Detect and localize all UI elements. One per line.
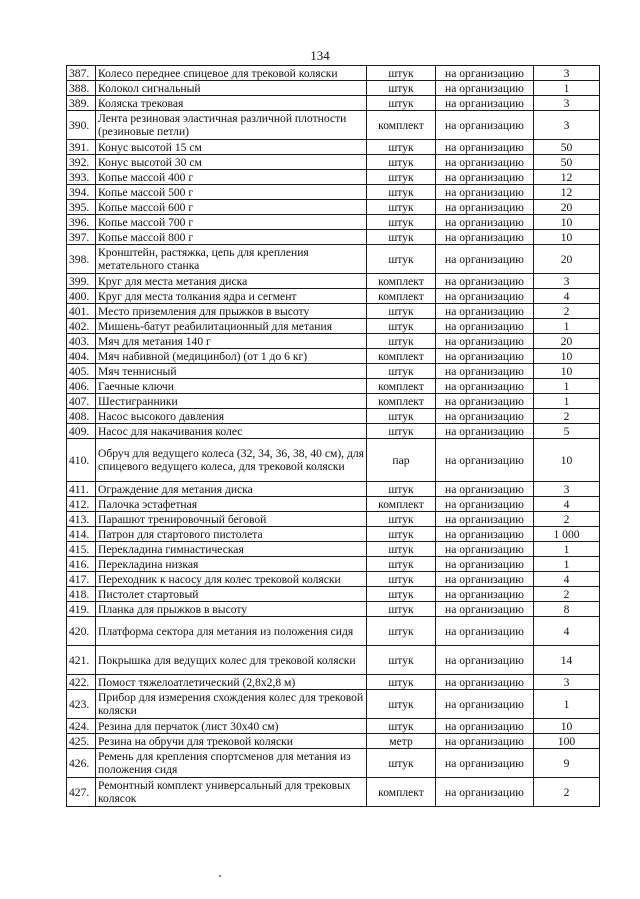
- quantity: 20: [534, 245, 600, 274]
- allocation: на организацию: [436, 334, 534, 349]
- quantity: 14: [534, 646, 600, 675]
- quantity: 2: [534, 587, 600, 602]
- table-row: [67, 690, 600, 719]
- row-number: 389.: [67, 96, 96, 111]
- unit-of-measure: штук: [367, 140, 436, 155]
- allocation: на организацию: [436, 587, 534, 602]
- quantity: 3: [534, 675, 600, 690]
- item-name: Копье массой 400 г: [96, 170, 367, 185]
- quantity: 20: [534, 334, 600, 349]
- table-row: [67, 334, 600, 349]
- unit-of-measure: штук: [367, 557, 436, 572]
- item-name: Круг для места метания диска: [96, 274, 367, 289]
- table-row: [67, 572, 600, 587]
- item-name: Копье массой 500 г: [96, 185, 367, 200]
- quantity: 2: [534, 409, 600, 424]
- item-name: Помост тяжелоатлетический (2,8x2,8 м): [96, 675, 367, 690]
- table-row: [67, 111, 600, 140]
- table-row: [67, 200, 600, 215]
- allocation: на организацию: [436, 497, 534, 512]
- unit-of-measure: штук: [367, 304, 436, 319]
- quantity: 10: [534, 719, 600, 734]
- quantity: 4: [534, 572, 600, 587]
- unit-of-measure: штук: [367, 81, 436, 96]
- allocation: на организацию: [436, 364, 534, 379]
- unit-of-measure: метр: [367, 734, 436, 749]
- row-number: 408.: [67, 409, 96, 424]
- unit-of-measure: штук: [367, 364, 436, 379]
- row-number: 423.: [67, 690, 96, 719]
- unit-of-measure: комплект: [367, 394, 436, 409]
- allocation: на организацию: [436, 675, 534, 690]
- unit-of-measure: штук: [367, 96, 436, 111]
- unit-of-measure: штук: [367, 230, 436, 245]
- unit-of-measure: комплект: [367, 289, 436, 304]
- row-number: 420.: [67, 617, 96, 646]
- unit-of-measure: штук: [367, 215, 436, 230]
- page-number: 134: [310, 48, 330, 63]
- allocation: на организацию: [436, 245, 534, 274]
- quantity: 4: [534, 289, 600, 304]
- unit-of-measure: штук: [367, 542, 436, 557]
- item-name: Лента резиновая эластичная различной плотности (резиновые петли): [96, 111, 367, 140]
- item-name: Парашют тренировочный беговой: [96, 512, 367, 527]
- row-number: 407.: [67, 394, 96, 409]
- table-row: [67, 675, 600, 690]
- item-name: Патрон для стартового пистолета: [96, 527, 367, 542]
- quantity: 12: [534, 170, 600, 185]
- quantity: 3: [534, 274, 600, 289]
- table-row: [67, 512, 600, 527]
- row-number: 394.: [67, 185, 96, 200]
- item-name: Копье массой 600 г: [96, 200, 367, 215]
- item-name: Планка для прыжков в высоту: [96, 602, 367, 617]
- unit-of-measure: штук: [367, 245, 436, 274]
- quantity: 1: [534, 690, 600, 719]
- unit-of-measure: штук: [367, 617, 436, 646]
- table-row: [67, 304, 600, 319]
- allocation: на организацию: [436, 200, 534, 215]
- quantity: 1: [534, 379, 600, 394]
- table-row: [67, 527, 600, 542]
- item-name: Мяч теннисный: [96, 364, 367, 379]
- item-name: Прибор для измерения схождения колес для трековой коляски: [96, 690, 367, 719]
- allocation: на организацию: [436, 602, 534, 617]
- quantity: 3: [534, 96, 600, 111]
- table-body: [67, 66, 600, 807]
- unit-of-measure: штук: [367, 155, 436, 170]
- table-row: [67, 66, 600, 81]
- item-name: Копье массой 700 г: [96, 215, 367, 230]
- quantity: 10: [534, 215, 600, 230]
- table-row: [67, 230, 600, 245]
- quantity: 5: [534, 424, 600, 439]
- unit-of-measure: комплект: [367, 111, 436, 140]
- table-row: [67, 557, 600, 572]
- unit-of-measure: штук: [367, 185, 436, 200]
- allocation: на организацию: [436, 319, 534, 334]
- row-number: 393.: [67, 170, 96, 185]
- item-name: Ремень для крепления спортсменов для метания из положения сидя: [96, 749, 367, 778]
- row-number: 410.: [67, 439, 96, 482]
- allocation: на организацию: [436, 170, 534, 185]
- table-row: [67, 215, 600, 230]
- row-number: 403.: [67, 334, 96, 349]
- unit-of-measure: штук: [367, 512, 436, 527]
- unit-of-measure: штук: [367, 572, 436, 587]
- row-number: 405.: [67, 364, 96, 379]
- unit-of-measure: штук: [367, 170, 436, 185]
- unit-of-measure: штук: [367, 602, 436, 617]
- item-name: Резина для перчаток (лист 30x40 см): [96, 719, 367, 734]
- allocation: на организацию: [436, 230, 534, 245]
- quantity: 1: [534, 81, 600, 96]
- quantity: 10: [534, 364, 600, 379]
- item-name: Ремонтный комплект универсальный для трековых колясок: [96, 778, 367, 807]
- row-number: 413.: [67, 512, 96, 527]
- row-number: 426.: [67, 749, 96, 778]
- allocation: на организацию: [436, 646, 534, 675]
- row-number: 425.: [67, 734, 96, 749]
- quantity: 4: [534, 617, 600, 646]
- item-name: Кронштейн, растяжка, цепь для крепления метательного станка: [96, 245, 367, 274]
- allocation: на организацию: [436, 734, 534, 749]
- item-name: Платформа сектора для метания из положения сидя: [96, 617, 367, 646]
- table-row: [67, 719, 600, 734]
- table-row: [67, 424, 600, 439]
- row-number: 415.: [67, 542, 96, 557]
- row-number: 427.: [67, 778, 96, 807]
- allocation: на организацию: [436, 690, 534, 719]
- table-row: [67, 482, 600, 497]
- row-number: 414.: [67, 527, 96, 542]
- quantity: 3: [534, 482, 600, 497]
- allocation: на организацию: [436, 778, 534, 807]
- table-row: [67, 617, 600, 646]
- quantity: 2: [534, 512, 600, 527]
- item-name: Палочка эстафетная: [96, 497, 367, 512]
- row-number: 401.: [67, 304, 96, 319]
- row-number: 417.: [67, 572, 96, 587]
- row-number: 392.: [67, 155, 96, 170]
- item-name: Перекладина низкая: [96, 557, 367, 572]
- table-row: [67, 394, 600, 409]
- unit-of-measure: штук: [367, 319, 436, 334]
- table-row: [67, 364, 600, 379]
- allocation: на организацию: [436, 66, 534, 81]
- table-row: [67, 96, 600, 111]
- allocation: на организацию: [436, 289, 534, 304]
- row-number: 404.: [67, 349, 96, 364]
- quantity: 2: [534, 778, 600, 807]
- quantity: 9: [534, 749, 600, 778]
- row-number: 395.: [67, 200, 96, 215]
- item-name: Колокол сигнальный: [96, 81, 367, 96]
- item-name: Резина на обручи для трековой коляски: [96, 734, 367, 749]
- quantity: 8: [534, 602, 600, 617]
- quantity: 2: [534, 304, 600, 319]
- equipment-table: [66, 65, 600, 807]
- item-name: Покрышка для ведущих колес для трековой коляски: [96, 646, 367, 675]
- allocation: на организацию: [436, 274, 534, 289]
- item-name: Мишень-батут реабилитационный для метания: [96, 319, 367, 334]
- unit-of-measure: штук: [367, 200, 436, 215]
- row-number: 419.: [67, 602, 96, 617]
- quantity: 12: [534, 185, 600, 200]
- item-name: Круг для места толкания ядра и сегмент: [96, 289, 367, 304]
- item-name: Колесо переднее спицевое для трековой коляски: [96, 66, 367, 81]
- quantity: 10: [534, 349, 600, 364]
- allocation: на организацию: [436, 140, 534, 155]
- table-row: [67, 245, 600, 274]
- table-row: [67, 646, 600, 675]
- row-number: 406.: [67, 379, 96, 394]
- table-row: [67, 778, 600, 807]
- allocation: на организацию: [436, 409, 534, 424]
- allocation: на организацию: [436, 617, 534, 646]
- allocation: на организацию: [436, 482, 534, 497]
- row-number: 421.: [67, 646, 96, 675]
- allocation: на организацию: [436, 542, 534, 557]
- row-number: 409.: [67, 424, 96, 439]
- allocation: на организацию: [436, 349, 534, 364]
- unit-of-measure: комплект: [367, 497, 436, 512]
- row-number: 388.: [67, 81, 96, 96]
- table-row: [67, 81, 600, 96]
- table-row: [67, 170, 600, 185]
- item-name: Ограждение для метания диска: [96, 482, 367, 497]
- quantity: 50: [534, 155, 600, 170]
- table-row: [67, 542, 600, 557]
- quantity: 1 000: [534, 527, 600, 542]
- item-name: Место приземления для прыжков в высоту: [96, 304, 367, 319]
- unit-of-measure: штук: [367, 675, 436, 690]
- quantity: 3: [534, 66, 600, 81]
- unit-of-measure: штук: [367, 334, 436, 349]
- table-row: [67, 155, 600, 170]
- item-name: Мяч набивной (медицинбол) (от 1 до 6 кг): [96, 349, 367, 364]
- item-name: Насос высокого давления: [96, 409, 367, 424]
- table-row: [67, 734, 600, 749]
- allocation: на организацию: [436, 304, 534, 319]
- quantity: 10: [534, 230, 600, 245]
- quantity: 4: [534, 497, 600, 512]
- item-name: Шестигранники: [96, 394, 367, 409]
- unit-of-measure: комплект: [367, 778, 436, 807]
- allocation: на организацию: [436, 527, 534, 542]
- unit-of-measure: штук: [367, 719, 436, 734]
- row-number: 390.: [67, 111, 96, 140]
- table-row: [67, 602, 600, 617]
- row-number: 424.: [67, 719, 96, 734]
- row-number: 397.: [67, 230, 96, 245]
- item-name: Перекладина гимнастическая: [96, 542, 367, 557]
- quantity: 1: [534, 394, 600, 409]
- table-row: [67, 319, 600, 334]
- row-number: 398.: [67, 245, 96, 274]
- row-number: 422.: [67, 675, 96, 690]
- allocation: на организацию: [436, 572, 534, 587]
- item-name: Переходник к насосу для колес трековой коляски: [96, 572, 367, 587]
- allocation: на организацию: [436, 185, 534, 200]
- item-name: Насос для накачивания колес: [96, 424, 367, 439]
- allocation: на организацию: [436, 424, 534, 439]
- quantity: 20: [534, 200, 600, 215]
- allocation: на организацию: [436, 557, 534, 572]
- row-number: 399.: [67, 274, 96, 289]
- quantity: 1: [534, 319, 600, 334]
- unit-of-measure: комплект: [367, 274, 436, 289]
- quantity: 3: [534, 111, 600, 140]
- item-name: Конус высотой 15 см: [96, 140, 367, 155]
- table-row: [67, 439, 600, 482]
- table-row: [67, 274, 600, 289]
- table-row: [67, 379, 600, 394]
- unit-of-measure: штук: [367, 749, 436, 778]
- item-name: Коляска трековая: [96, 96, 367, 111]
- unit-of-measure: штук: [367, 587, 436, 602]
- item-name: Пистолет стартовый: [96, 587, 367, 602]
- row-number: 402.: [67, 319, 96, 334]
- table-row: [67, 185, 600, 200]
- allocation: на организацию: [436, 394, 534, 409]
- scan-speck: [219, 875, 221, 877]
- allocation: на организацию: [436, 512, 534, 527]
- unit-of-measure: штук: [367, 482, 436, 497]
- allocation: на организацию: [436, 111, 534, 140]
- row-number: 411.: [67, 482, 96, 497]
- row-number: 400.: [67, 289, 96, 304]
- item-name: Мяч для метания 140 г: [96, 334, 367, 349]
- item-name: Конус высотой 30 см: [96, 155, 367, 170]
- row-number: 412.: [67, 497, 96, 512]
- quantity: 1: [534, 557, 600, 572]
- item-name: Копье массой 800 г: [96, 230, 367, 245]
- unit-of-measure: штук: [367, 409, 436, 424]
- allocation: на организацию: [436, 439, 534, 482]
- allocation: на организацию: [436, 749, 534, 778]
- table-row: [67, 409, 600, 424]
- allocation: на организацию: [436, 155, 534, 170]
- allocation: на организацию: [436, 215, 534, 230]
- table-row: [67, 289, 600, 304]
- row-number: 418.: [67, 587, 96, 602]
- unit-of-measure: штук: [367, 646, 436, 675]
- allocation: на организацию: [436, 379, 534, 394]
- row-number: 391.: [67, 140, 96, 155]
- allocation: на организацию: [436, 96, 534, 111]
- row-number: 416.: [67, 557, 96, 572]
- unit-of-measure: комплект: [367, 349, 436, 364]
- unit-of-measure: штук: [367, 690, 436, 719]
- table-row: [67, 749, 600, 778]
- item-name: Обруч для ведущего колеса (32, 34, 36, 38, 40 см), для спицевого ведущего колеса, для трековой коляски: [96, 439, 367, 482]
- row-number: 387.: [67, 66, 96, 81]
- quantity: 1: [534, 542, 600, 557]
- unit-of-measure: штук: [367, 66, 436, 81]
- unit-of-measure: комплект: [367, 379, 436, 394]
- unit-of-measure: штук: [367, 527, 436, 542]
- table-row: [67, 497, 600, 512]
- quantity: 10: [534, 439, 600, 482]
- table-row: [67, 349, 600, 364]
- allocation: на организацию: [436, 719, 534, 734]
- unit-of-measure: пар: [367, 439, 436, 482]
- quantity: 100: [534, 734, 600, 749]
- allocation: на организацию: [436, 81, 534, 96]
- table-row: [67, 140, 600, 155]
- row-number: 396.: [67, 215, 96, 230]
- table-row: [67, 587, 600, 602]
- unit-of-measure: штук: [367, 424, 436, 439]
- item-name: Гаечные ключи: [96, 379, 367, 394]
- quantity: 50: [534, 140, 600, 155]
